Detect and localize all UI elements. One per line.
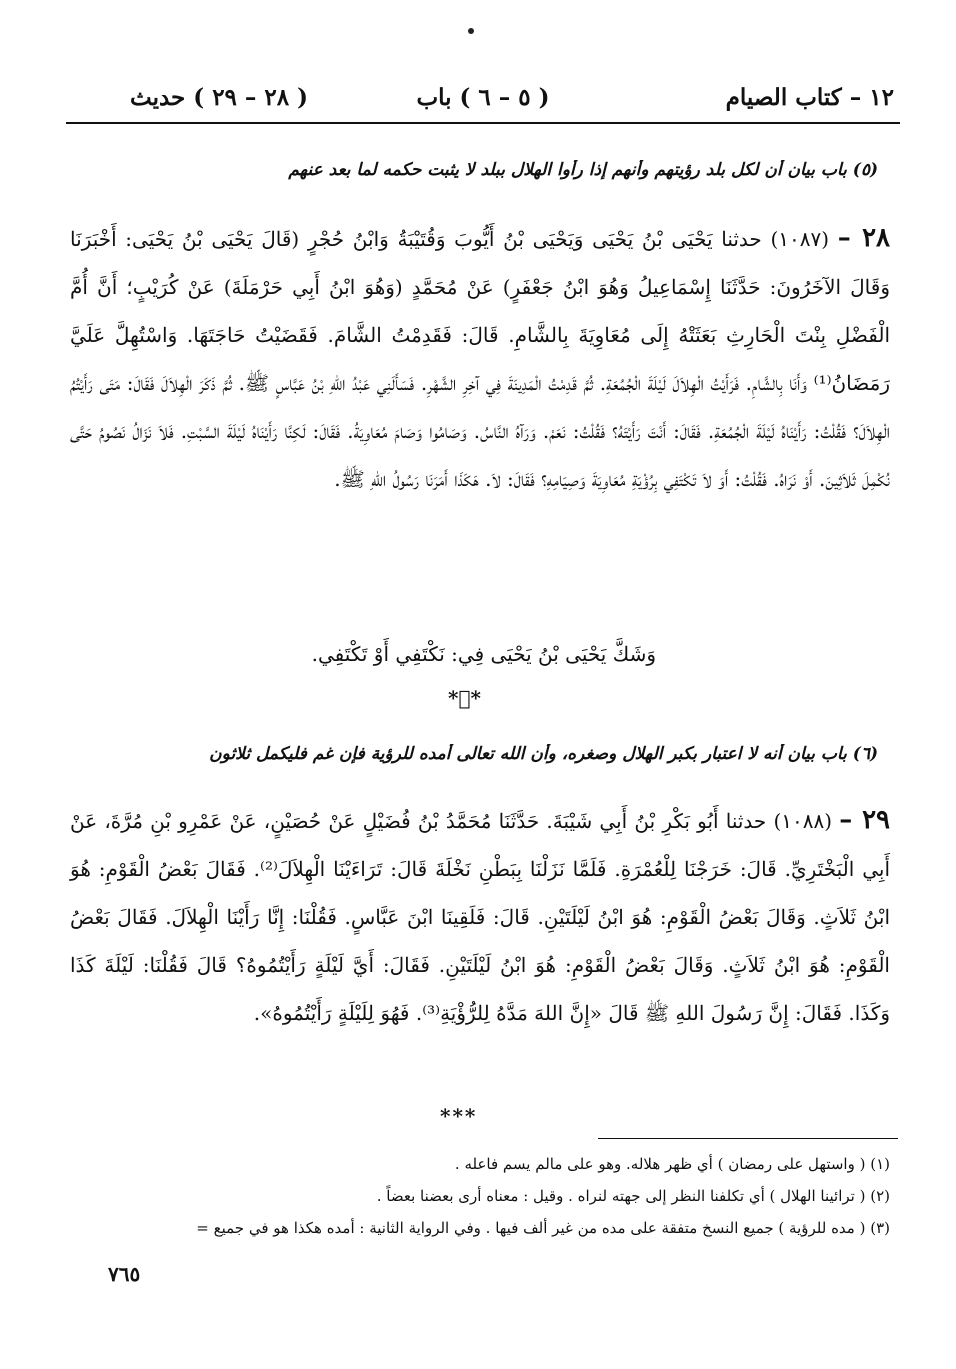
hadith-28-doubt-note: وَشَكَّ يَحْيَى بْنُ يَحْيَى فِي: نَكْتَفِي أَوْ تَكْتَفِي. <box>311 642 656 666</box>
hadith-28-text: (١٠٨٧) حدثنا يَحْيَى بْنُ يَحْيَى وَيَحْيَى بْنُ أَيُّوبَ وَقُتَيْبَةُ وَابْنُ حُجْرٍ (قَالَ يَحْيَى بْنُ يَحْيَى: أَخْبَرَنَا وَقَالَ الآخَرُونَ: حَدَّثَنَا إِسْمَاعِيلُ وَهُوَ ابْنُ جَعْفَرٍ) عَنْ مُحَمَّدٍ (وَهُوَ ابْنُ أَبِي حَرْمَلَةَ) عَنْ كُرَيْبٍ؛ أَنَّ أُمَّ الْفَضْلِ بِنْتَ الْحَارِثِ بَعَثَتْهُ إِلَى مُعَاوِيَةَ بِالشَّامِ. قَالَ: فَقَدِمْتُ الشَّامَ. فَقَضَيْتُ حَاجَتَهَا. وَاسْتُهِلَّ عَلَيَّ رَمَضَانُ⁽¹⁾ وَأَنَا بِالشَّامِ. فَرَأَيْتُ الْهِلاَلَ لَيْلَةَ الْجُمُعَةِ. ثُمَّ قَدِمْتُ الْمَدِينَةَ فِي آخِرِ الشَّهْرِ. فَسَأَلَنِي عَبْدُ اللهِ بْنُ عَبَّاسٍ ﷺ. ثُمَّ ذَكَرَ الْهِلاَلَ فَقَالَ: مَتَى رَأَيْتُمُ الْهِلاَلَ؟ فَقُلْتُ: رَأَيْنَاهُ لَيْلَةَ الْجُمُعَةِ. فَقَالَ: أَنْتَ رَأَيْتَهُ؟ فَقُلْتُ: نَعَمْ. وَرَآهُ النَّاسُ. وَصَامُوا وَصَامَ مُعَاوِيَةُ. فَقَالَ: لَكِنَّا رَأَيْنَاهُ لَيْلَةَ السَّبْتِ. فَلاَ نَزَالُ نَصُومُ حَتَّى نُكْمِلَ ثَلاَثِينَ. أَوْ نَرَاهُ. فَقُلْتُ: أَوَ لاَ تَكْتَفِي بِرُؤْيَةِ مُعَاوِيَةَ وَصِيَامِهِ؟ فَقَالَ: لاَ. هَكَذَا أَمَرَنَا رَسُولُ اللهِ ﷺ. <box>70 227 890 491</box>
footnotes <box>70 1148 890 1244</box>
ink-dot <box>468 28 474 34</box>
header-book-title: ١٢ – كتاب الصيام <box>725 84 894 111</box>
header-divider <box>66 122 900 124</box>
footnote-1: (١) ( واستهل على رمضان ) أي ظهر هلاله. وهو على مالم يسم فاعله . <box>454 1155 890 1173</box>
hadith-29 <box>70 796 890 1037</box>
footnote-3: (٣) ( مده للرؤية ) جميع النسخ متفقة على مده من غير ألف فيها . وفي الرواية الثانية : أمده هكذا هو في جميع = <box>196 1219 890 1237</box>
section-separator-stars: *** <box>440 1104 478 1128</box>
page-number: ٧٦٥ <box>108 1262 141 1286</box>
chapter-6-title: (٦) باب بيان أنه لا اعتبار بكبر الهلال وصغره، وأن الله تعالى أمده للرؤية فإن غم فليكمل ثلاثون <box>209 744 878 764</box>
hadith-29-text: (١٠٨٨) حدثنا أَبُو بَكْرِ بْنُ أَبِي شَيْبَةَ. حَدَّثَنَا مُحَمَّدُ بْنُ فُضَيْلٍ عَنْ حُصَيْنٍ، عَنْ عَمْرِو بْنِ مُرَّةَ، عَنْ أَبِي الْبَخْتَرِيِّ. قَالَ: خَرَجْنَا لِلْعُمْرَةِ. فَلَمَّا نَزَلْنَا بِبَطْنِ نَخْلَةَ قَالَ: تَرَاءَيْنَا الْهِلاَلَ⁽²⁾. فَقَالَ بَعْضُ الْقَوْمِ: هُوَ ابْنُ ثَلاَثٍ. وَقَالَ بَعْضُ الْقَوْمِ: هُوَ ابْنُ لَيْلَتَيْنِ. قَالَ: فَلَقِينَا ابْنَ عَبَّاسٍ. فَقُلْنَا: إِنَّا رَأَيْنَا الْهِلاَلَ. فَقَالَ بَعْضُ الْقَوْمِ: هُوَ ابْنُ ثَلاَثٍ. وَقَالَ بَعْضُ الْقَوْمِ: هُوَ ابْنُ لَيْلَتَيْنِ. فَقَالَ: أَيَّ لَيْلَةٍ رَأَيْتُمُوهُ؟ قَالَ فَقُلْنَا: لَيْلَةَ كَذَا وَكَذَا. فَقَالَ: إِنَّ رَسُولَ اللهِ ﷺ قَالَ «إِنَّ اللهَ مَدَّهُ لِلرُّؤْيَةِ⁽³⁾. فَهُوَ لِلَيْلَةٍ رَأَيْتُمُوهُ». <box>70 809 890 1025</box>
running-header <box>66 78 900 118</box>
hadith-28 <box>70 214 890 503</box>
hadith-29-number: ٢٩ – <box>839 805 890 835</box>
hadith-28-number: ٢٨ – <box>837 223 890 253</box>
footnote-divider <box>598 1138 898 1139</box>
footnote-2: (٢) ( ترائينا الهلال ) أي تكلفنا النظر إلى جهته لنراه . وقيل : معناه أرى بعضنا بعضاً . <box>376 1187 890 1205</box>
section-separator: *ِ* <box>448 686 481 710</box>
chapter-5-title: (٥) باب بيان أن لكل بلد رؤيتهم وأنهم إذا رأوا الهلال ببلد لا يثبت حكمه لما بعد عنهم <box>288 160 878 180</box>
header-hadith-range: ( ٢٨ – ٢٩ ) حديث <box>130 84 309 111</box>
header-chapter: ( ٥ – ٦ ) باب <box>416 84 550 111</box>
